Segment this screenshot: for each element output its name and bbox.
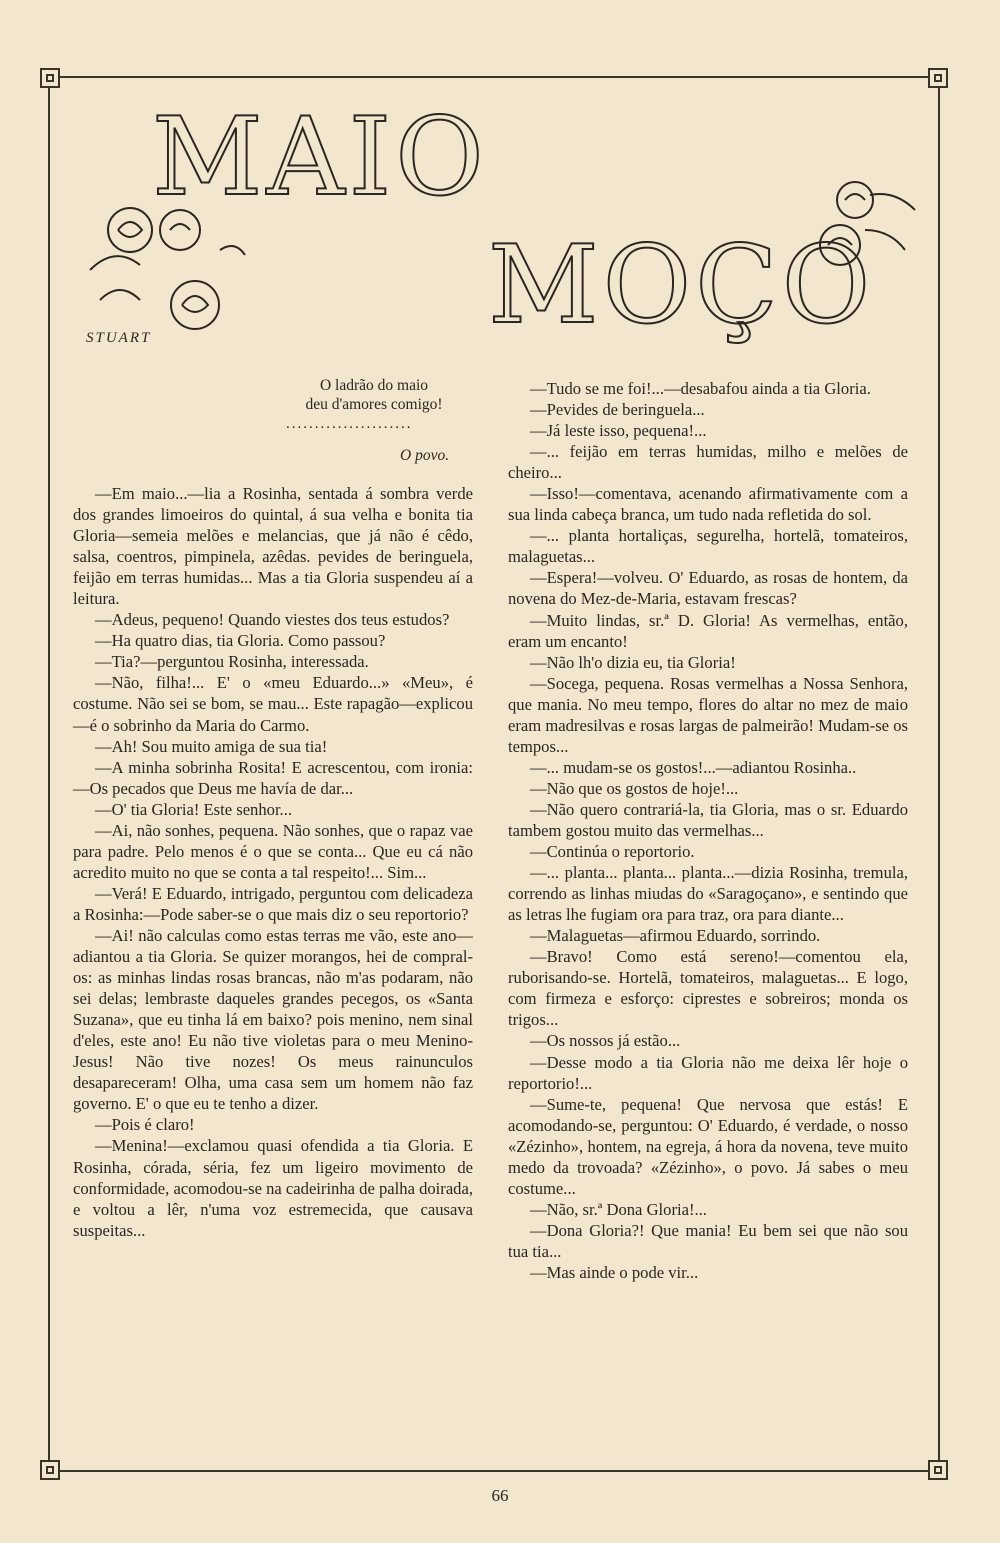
artist-signature: STUART bbox=[86, 330, 152, 346]
paragraph: —Adeus, pequeno! Quando viestes dos teus estudos? bbox=[95, 610, 450, 630]
title-word-moco: MOÇO bbox=[488, 223, 875, 348]
paragraph: —Tia?—perguntou Rosinha, interessada. bbox=[95, 652, 369, 672]
paragraph: —Ah! Sou muito amiga de sua tia! bbox=[95, 736, 328, 756]
paragraph: —Mas ainde o pode vir... bbox=[530, 1262, 699, 1282]
paragraph: —Bravo! Como está sereno!—comentou ela, ruborisando-se. Hortelã, tomateiros, malaguetas... E logo, com firmeza e esforço: ciprestes e sobreiros; monda os trigos... bbox=[508, 947, 908, 1030]
paragraph: —A minha sobrinha Rosita! E acrescentou, com ironia:—Os pecados que Deus me havía de dar... bbox=[73, 757, 473, 798]
paragraph: —Os nossos já estão... bbox=[530, 1031, 681, 1051]
paragraph: —Pevides de beringuela... bbox=[530, 400, 705, 420]
right-column bbox=[508, 378, 908, 1283]
epigraph-line: O ladrão do maio bbox=[319, 377, 429, 394]
corner-ornament bbox=[40, 1460, 60, 1480]
paragraph: —... planta... planta... planta...—dizia Rosinha, tremula, correndo as linhas miudas do «Saragoçano», e sentindo que as letras lhe fugiam ora para traz, ora para diante... bbox=[508, 863, 908, 925]
paragraph: —Ai! não calculas como estas terras me vão, este ano—adiantou a tia Gloria. Se quizer morangos, hei de compral-os: as minhas lindas rosas brancas, não m'as podaram, não sei delas; lembraste daqueles grandes pecegos, os «Santa Suzana», que eu tinha lá em baixo? pois menino, nem sinal d'eles, este ano! Eu não tive violetas para o meu Menino-Jesus! Não tive nozes! Os meus rainunculos desapareceram! Olha, uma casa sem um homem não faz governo. E' o que eu te tenho a dizer. bbox=[73, 925, 473, 1114]
paragraph: —Não lh'o dizia eu, tia Gloria! bbox=[530, 652, 736, 672]
paragraph: —Continúa o reportorio. bbox=[530, 842, 695, 862]
paragraph: —Menina!—exclamou quasi ofendida a tia Gloria. E Rosinha, córada, séria, fez um ligeiro movimento de conformidade, acomodou-se na cadeirinha de palha doirada, e voltou a lêr, n'uma voz estremecida, que causava suspeitas... bbox=[73, 1136, 473, 1240]
left-column bbox=[73, 483, 473, 1241]
paragraph: —Desse modo a tia Gloria não me deixa lêr hoje o reportorio!... bbox=[508, 1052, 908, 1093]
paragraph: —Isso!—comentava, acenando afirmativamente com a sua linda cabeça branca, um tudo nada refletida do sol. bbox=[508, 484, 908, 525]
paragraph: —Pois é claro! bbox=[95, 1115, 195, 1135]
paragraph: —Ha quatro dias, tia Gloria. Como passou? bbox=[95, 631, 386, 651]
epigraph-line: deu d'amores comigo! bbox=[305, 396, 443, 413]
paragraph: —Socega, pequena. Rosas vermelhas a Nossa Senhora, que mania. No meu tempo, flores do altar no mez de maio eram madresilvas e rosas largas de palmeirão! Mudam-se os tempos... bbox=[508, 673, 908, 756]
paragraph: —Dona Gloria?! Que mania! Eu bem sei que não sou tua tia... bbox=[508, 1220, 908, 1261]
paragraph: —... mudam-se os gostos!...—adiantou Rosinha.. bbox=[530, 757, 857, 777]
paragraph: —Ai, não sonhes, pequena. Não sonhes, que o rapaz vae para padre. Pelo menos é o que se conta... Que eu cá não acredito muito no que se conta a tal respeito!... Sim... bbox=[73, 820, 473, 882]
paragraph: —... feijão em terras humidas, milho e melões de cheiro... bbox=[508, 442, 908, 483]
paragraph: —Não, filha!... E' o «meu Eduardo...» «Meu», é costume. Não sei se bom, se mau... Este rapagão—explicou—é o sobrinho da Maria do Carmo. bbox=[73, 673, 473, 735]
paragraph: —O' tia Gloria! Este senhor... bbox=[95, 799, 293, 819]
paragraph: —Espera!—volveu. O' Eduardo, as rosas de hontem, da novena do Mez-de-Maria, estavam frescas? bbox=[508, 568, 908, 609]
page-number: 66 bbox=[491, 1486, 509, 1505]
epigraph-source: O povo. bbox=[400, 447, 450, 464]
title-illustration bbox=[70, 95, 930, 375]
paragraph: —Sume-te, pequena! Que nervosa que estás! E acomodando-se, perguntou: O' Eduardo, é verdade, o nosso «Zézinho», hontem, na egreja, á hora da novena, teve muito medo da trovoada? «Zézinho», o povo. Já sabes o meu costume... bbox=[508, 1094, 908, 1198]
paragraph: —Malaguetas—afirmou Eduardo, sorrindo. bbox=[530, 926, 821, 946]
paragraph: —... planta hortaliças, segurelha, hortelã, tomateiros, malaguetas... bbox=[508, 526, 908, 567]
paragraph: —Muito lindas, sr.ª D. Gloria! As vermelhas, então, eram um encanto! bbox=[508, 610, 908, 651]
paragraph: —Tudo se me foi!...—desabafou ainda a tia Gloria. bbox=[530, 379, 871, 398]
epigraph bbox=[268, 376, 480, 414]
paragraph: —Não quero contrariá-la, tia Gloria, mas o sr. Eduardo tambem gostou muito das vermelhas... bbox=[508, 799, 908, 840]
paragraph: —Não, sr.ª Dona Gloria!... bbox=[530, 1199, 707, 1219]
title-word-maio: MAIO bbox=[152, 95, 488, 220]
paragraph: —Já leste isso, pequena!... bbox=[530, 421, 707, 441]
paragraph: —Em maio...—lia a Rosinha, sentada á sombra verde dos grandes limoeiros do quintal, á sua velha e bonita tia Gloria—semeia melões e melancias, que já não é cêdo, salsa, coentros, pimpinela, azêdas. pevides de beringuela, feijão em terras humidas... Mas a tia Gloria suspendeu aí a leitura. bbox=[73, 484, 473, 609]
paragraph: —Não que os gostos de hoje!... bbox=[530, 778, 739, 798]
corner-ornament bbox=[928, 1460, 948, 1480]
paragraph: —Verá! E Eduardo, intrigado, perguntou com delicadeza a Rosinha:—Pode saber-se o que mais diz o seu reportorio? bbox=[73, 883, 473, 924]
epigraph-dots: ...................... bbox=[286, 416, 413, 432]
corner-ornament bbox=[928, 68, 948, 88]
corner-ornament bbox=[40, 68, 60, 88]
